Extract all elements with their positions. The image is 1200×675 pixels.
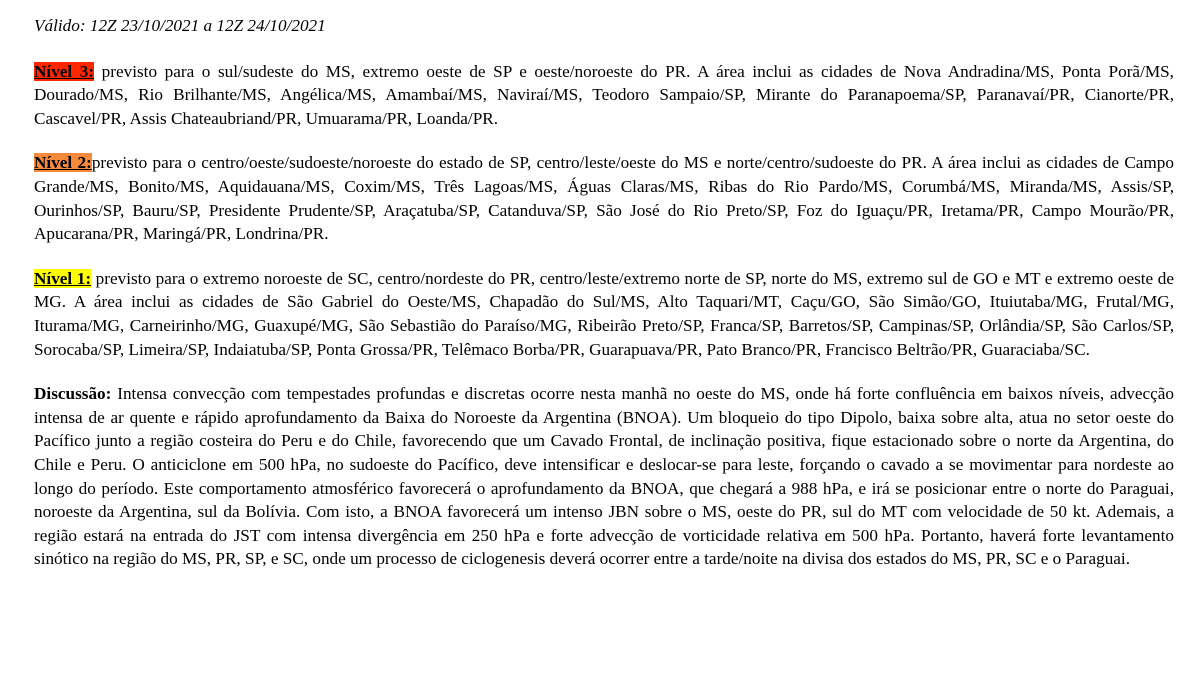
validity-period: Válido: 12Z 23/10/2021 a 12Z 24/10/2021 <box>34 16 326 35</box>
level-2-label: Nível 2: <box>34 153 92 173</box>
discussion-paragraph <box>34 382 1174 571</box>
discussion-label: Discussão: <box>34 384 112 404</box>
level-1-label: Nível 1: <box>34 268 92 288</box>
level-3-paragraph <box>34 60 1174 131</box>
level-1-text: previsto para o extremo noroeste de SC, centro/nordeste do PR, centro/leste/extremo norte de SP, norte do MS, extremo sul de GO e MT e extremo oeste de MG. A área inclui as cidades de São Gabriel do Oeste/MS, Chapadão do Sul/MS, Alto Taquari/MT, Caçu/GO, São Simão/GO, Ituiutaba/MG, Frutal/MG, Iturama/MG, Carneirinho/MG, Guaxupé/MG, São Sebastião do Paraíso/MG, Ribeirão Preto/SP, Franca/SP, Barretos/SP, Campinas/SP, Orlândia/SP, São Carlos/SP, Sorocaba/SP, Limeira/SP, Indaiatuba/SP, Ponta Grossa/PR, Telêmaco Borba/PR, Guarapuava/PR, Pato Branco/PR, Francisco Beltrão/PR, Guaraciaba/SC. <box>34 268 1174 359</box>
level-2-text: previsto para o centro/oeste/sudoeste/noroeste do estado de SP, centro/leste/oeste do MS e norte/centro/sudoeste do PR. A área inclui as cidades de Campo Grande/MS, Bonito/MS, Aquidauana/MS, Coxim/MS, Três Lagoas/MS, Águas Claras/MS, Ribas do Rio Pardo/MS, Corumbá/MS, Miranda/MS, Assis/SP, Ourinhos/SP, Bauru/SP, Presidente Prudente/SP, Araçatuba/SP, Catanduva/SP, São José do Rio Preto/SP, Foz do Iguaçu/PR, Iretama/PR, Campo Mourão/PR, Apucarana/PR, Maringá/PR, Londrina/PR. <box>34 153 1174 244</box>
discussion-text: Intensa convecção com tempestades profundas e discretas ocorre nesta manhã no oeste do MS, onde há forte confluência em baixos níveis, advecção intensa de ar quente e rápido aprofundamento da Baixa do Noroeste da Argentina (BNOA). Um bloqueio do tipo Dipolo, baixa sobre alta, atua no setor oeste do Pacífico junto a região costeira do Peru e do Chile, favorecendo que um Cavado Frontal, de inclinação positiva, fique estacionado sobre o norte da Argentina, do Chile e Peru. O anticiclone em 500 hPa, no sudoeste do Pacífico, deve intensificar e deslocar-se para leste, forçando o cavado a se movimentar para nordeste ao longo do período. Este comportamento atmosférico favorecerá o aprofundamento da BNOA, que chegará a 988 hPa, e irá se posicionar entre o norte do Paraguai, noroeste da Argentina, sul da Bolívia. Com isto, a BNOA favorecerá um intenso JBN sobre o MS, oeste do PR, sul do MT com velocidade de 50 kt. Ademais, a região estará na entrada do JST com intensa divergência em 250 hPa e forte advecção de vorticidade relativa em 500 hPa. Portanto, haverá forte levantamento sinótico na região do MS, PR, SP, e SC, onde um processo de ciclogenesis deverá ocorrer entre a tarde/noite na divisa dos estados do MS, PR, SC e o Paraguai. <box>34 384 1174 569</box>
level-1-paragraph <box>34 267 1174 361</box>
level-3-text: previsto para o sul/sudeste do MS, extremo oeste de SP e oeste/noroeste do PR. A área inclui as cidades de Nova Andradina/MS, Ponta Porã/MS, Dourado/MS, Rio Brilhante/MS, Angélica/MS, Amambaí/MS, Naviraí/MS, Teodoro Sampaio/SP, Mirante do Paranapoema/SP, Paranavaí/PR, Cianorte/PR, Cascavel/PR, Assis Chateaubriand/PR, Umuarama/PR, Loanda/PR. <box>34 61 1174 128</box>
level-2-paragraph <box>34 151 1174 245</box>
level-3-label: Nível 3: <box>34 61 95 81</box>
forecast-document <box>34 14 1174 592</box>
